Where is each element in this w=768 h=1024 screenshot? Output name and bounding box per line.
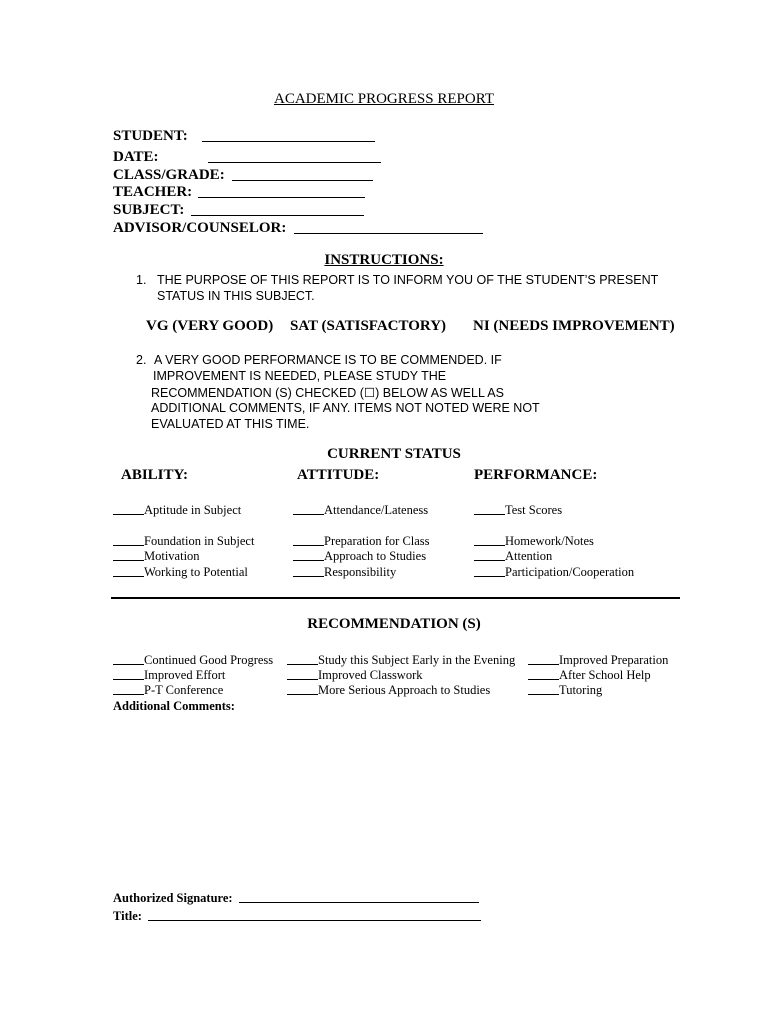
date-line[interactable]	[208, 148, 381, 163]
student-line[interactable]	[202, 127, 375, 142]
attitude-item[interactable]: Responsibility	[293, 565, 396, 580]
performance-item[interactable]: Test Scores	[474, 503, 562, 518]
check-blank[interactable]	[287, 668, 318, 680]
ability-item[interactable]: Aptitude in Subject	[113, 503, 241, 518]
instruction-2-line-1: A VERY GOOD PERFORMANCE IS TO BE COMMENDED. IF	[154, 353, 502, 367]
performance-item[interactable]: Attention	[474, 549, 552, 564]
subject-label: SUBJECT:	[113, 202, 185, 218]
check-blank[interactable]	[474, 503, 505, 515]
rating-vg: VG (VERY GOOD)	[146, 318, 274, 334]
check-blank[interactable]	[113, 565, 144, 577]
current-status-heading: CURRENT STATUS	[327, 446, 461, 462]
ability-heading: ABILITY:	[121, 467, 188, 483]
subject-line[interactable]	[191, 201, 364, 216]
ability-item[interactable]: Foundation in Subject	[113, 534, 254, 549]
subject-field	[113, 201, 364, 219]
recommendation-item[interactable]: Improved Effort	[113, 668, 225, 683]
check-blank[interactable]	[293, 534, 324, 546]
recommendation-item[interactable]: P-T Conference	[113, 683, 223, 698]
signature-line[interactable]	[239, 891, 479, 903]
check-blank[interactable]	[113, 653, 144, 665]
title-line[interactable]	[148, 909, 481, 921]
recommendations-heading: RECOMMENDATION (S)	[307, 616, 481, 632]
ability-item[interactable]: Motivation	[113, 549, 200, 564]
advisor-line[interactable]	[294, 219, 483, 234]
check-blank[interactable]	[113, 683, 144, 695]
check-blank[interactable]	[528, 683, 559, 695]
recommendation-item[interactable]: Tutoring	[528, 683, 602, 698]
title-label: Title:	[113, 909, 142, 923]
date-field	[113, 148, 381, 166]
student-label: STUDENT:	[113, 128, 188, 144]
class-grade-label: CLASS/GRADE:	[113, 167, 225, 183]
signature-field	[113, 891, 479, 906]
recommendation-item[interactable]: More Serious Approach to Studies	[287, 683, 490, 698]
recommendation-item[interactable]: Improved Classwork	[287, 668, 423, 683]
student-field	[113, 127, 375, 145]
instruction-1-line-1: THE PURPOSE OF THIS REPORT IS TO INFORM YOU OF THE STUDENT’S PRESENT	[157, 273, 659, 287]
check-blank[interactable]	[293, 565, 324, 577]
check-blank[interactable]	[528, 668, 559, 680]
class-grade-line[interactable]	[232, 166, 373, 181]
advisor-label: ADVISOR/COUNSELOR:	[113, 220, 287, 236]
signature-label: Authorized Signature:	[113, 891, 233, 905]
check-blank[interactable]	[528, 653, 559, 665]
instruction-2-line-2: IMPROVEMENT IS NEEDED, PLEASE STUDY THE	[153, 369, 447, 383]
attitude-heading: ATTITUDE:	[297, 467, 380, 483]
instruction-1-line-2: STATUS IN THIS SUBJECT.	[157, 289, 315, 303]
report-title: ACADEMIC PROGRESS REPORT	[274, 91, 494, 107]
attitude-item[interactable]: Attendance/Lateness	[293, 503, 428, 518]
instruction-2-number: 2.	[136, 353, 147, 367]
rating-ni: NI (NEEDS IMPROVEMENT)	[473, 318, 675, 334]
advisor-field	[113, 219, 483, 237]
recommendation-item[interactable]: After School Help	[528, 668, 651, 683]
title-field	[113, 909, 481, 924]
teacher-field	[113, 183, 365, 201]
teacher-line[interactable]	[198, 183, 365, 198]
check-blank[interactable]	[113, 534, 144, 546]
instructions-heading: INSTRUCTIONS:	[324, 252, 444, 268]
check-blank[interactable]	[474, 534, 505, 546]
date-label: DATE:	[113, 149, 159, 165]
check-blank[interactable]	[113, 668, 144, 680]
recommendation-item[interactable]: Improved Preparation	[528, 653, 668, 668]
teacher-label: TEACHER:	[113, 184, 193, 200]
recommendation-item[interactable]: Study this Subject Early in the Evening	[287, 653, 515, 668]
check-blank[interactable]	[474, 565, 505, 577]
instruction-2-line-5: EVALUATED AT THIS TIME.	[151, 417, 310, 431]
check-blank[interactable]	[113, 549, 144, 561]
performance-item[interactable]: Participation/Cooperation	[474, 565, 634, 580]
attitude-item[interactable]: Approach to Studies	[293, 549, 426, 564]
check-blank[interactable]	[293, 549, 324, 561]
instruction-1-number: 1.	[136, 273, 147, 287]
rating-sat: SAT (SATISFACTORY)	[290, 318, 447, 334]
performance-heading: PERFORMANCE:	[474, 467, 598, 483]
additional-comments-label: Additional Comments:	[113, 699, 235, 713]
check-blank[interactable]	[287, 653, 318, 665]
ability-item[interactable]: Working to Potential	[113, 565, 248, 580]
instruction-2-line-4: ADDITIONAL COMMENTS, IF ANY. ITEMS NOT NOTED WERE NOT	[151, 401, 540, 415]
check-blank[interactable]	[287, 683, 318, 695]
class-grade-field	[113, 166, 373, 184]
check-blank[interactable]	[474, 549, 505, 561]
recommendation-item[interactable]: Continued Good Progress	[113, 653, 273, 668]
attitude-item[interactable]: Preparation for Class	[293, 534, 430, 549]
instruction-2-line-3: RECOMMENDATION (S) CHECKED (☐) BELOW AS WELL AS	[151, 386, 504, 400]
check-blank[interactable]	[113, 503, 144, 515]
check-blank[interactable]	[293, 503, 324, 515]
section-divider	[111, 597, 680, 599]
performance-item[interactable]: Homework/Notes	[474, 534, 594, 549]
